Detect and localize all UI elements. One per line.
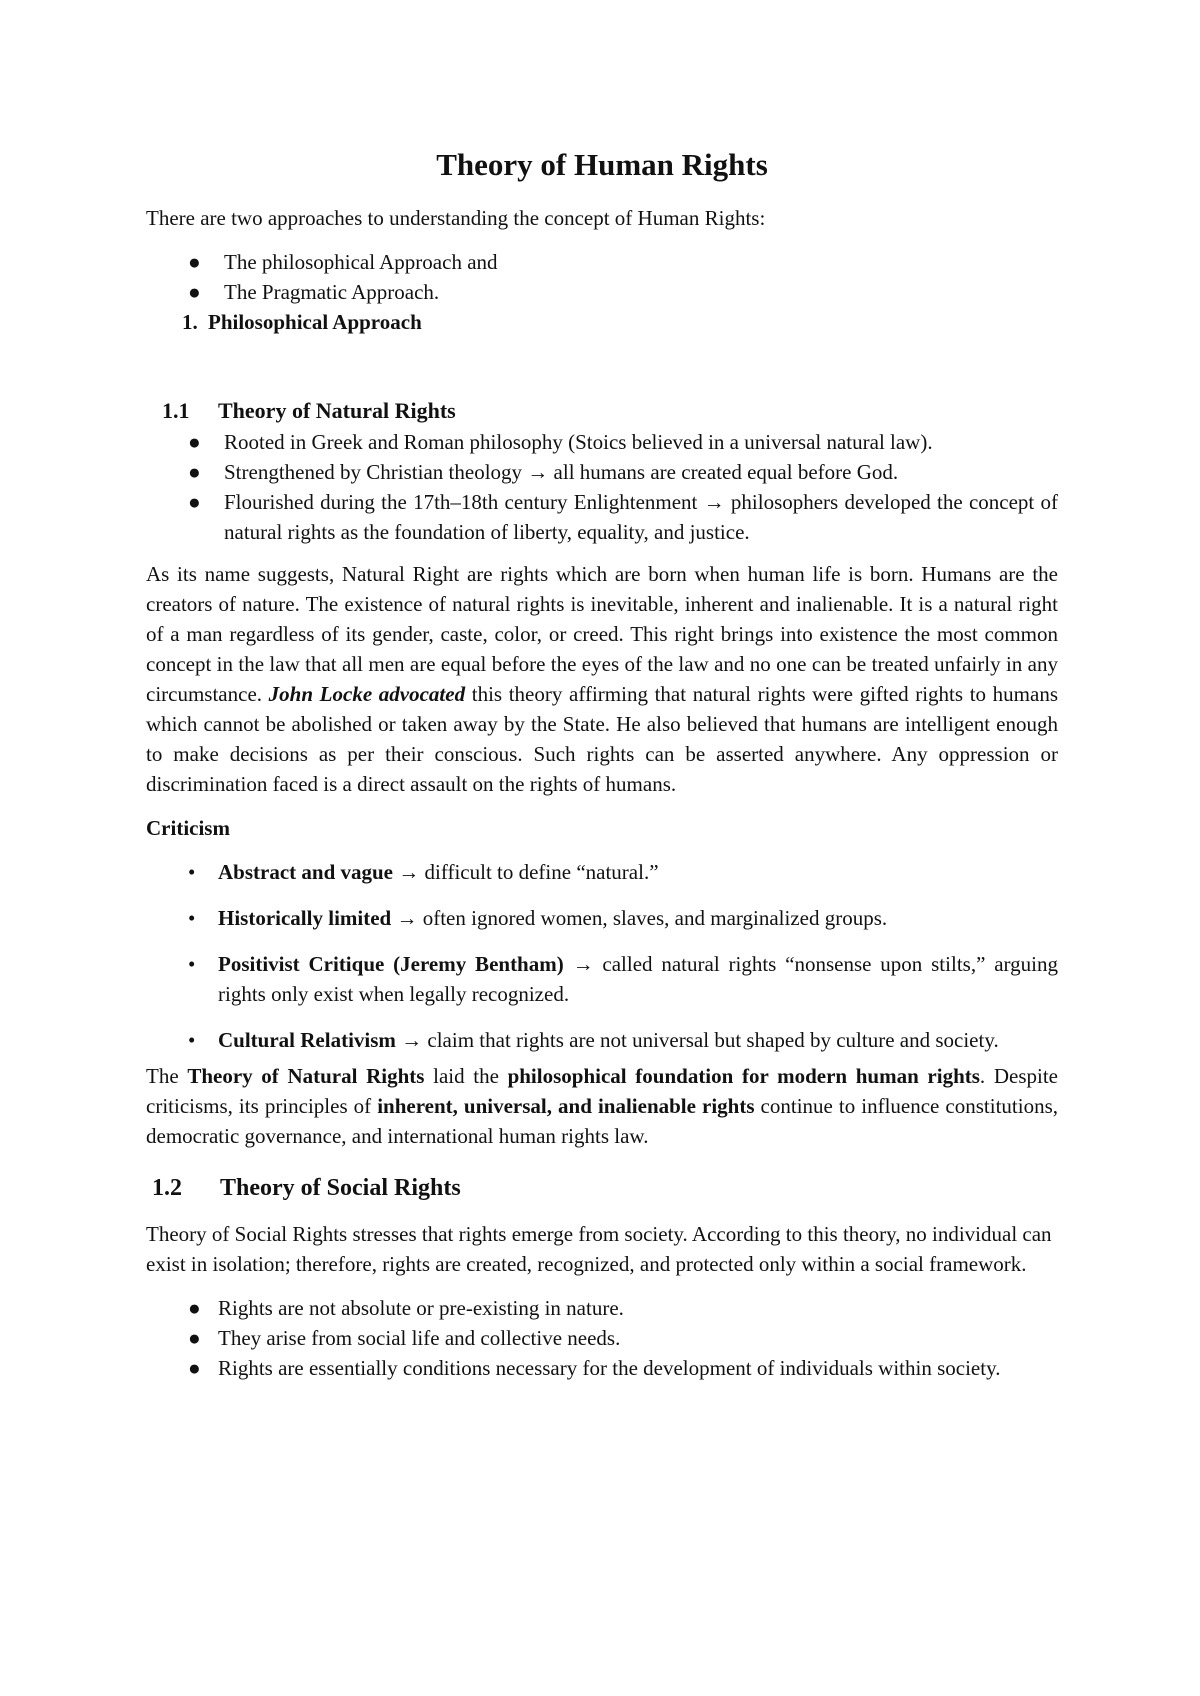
bullet-icon: ● [188, 1296, 201, 1320]
paragraph-text: The [146, 1064, 188, 1088]
list-item-text: The Pragmatic Approach. [224, 280, 440, 304]
section-number: 1.2 [152, 1175, 182, 1201]
john-locke-emphasis: John Locke advocated [268, 682, 466, 706]
criticism-label: Historically limited [218, 906, 392, 930]
list-item-text: Rooted in Greek and Roman philosophy (Stoics believed in a universal natural law). [224, 430, 933, 454]
bullet-icon: ● [188, 430, 201, 454]
bullet-icon: ● [188, 280, 201, 304]
section-title: Philosophical Approach [208, 310, 422, 334]
paragraph-text: As its name suggests, Natural Right are rights which are born when human life is born. Humans are the creators of nature. The existence of natural rights is inevitable, inherent and inalienable. It is a natural right of a man regardless of its gender, caste, color, or creed. This right brings into existence the most common concept in the law that all men are equal before the eyes of the law and no one can be treated unfairly in any circumstance. [146, 562, 1058, 706]
criticism-text: → claim that rights are not universal but shaped by culture and society. [395, 1028, 999, 1052]
social-rights-list [146, 1293, 1058, 1383]
list-item [146, 1353, 1058, 1383]
list-item-text: Rights are essentially conditions necessary for the development of individuals within society. [218, 1356, 1001, 1380]
bullet-icon: ● [188, 1326, 201, 1350]
emphasis-text: philosophical foundation for modern human rights [507, 1064, 980, 1088]
list-item [146, 1025, 1058, 1055]
list-item [146, 903, 1058, 933]
bullet-icon: • [188, 860, 196, 884]
social-rights-paragraph: Theory of Social Rights stresses that rights emerge from society. According to this theory, no individual can exist in isolation; therefore, rights are created, recognized, and protected only within a social framework. [146, 1222, 1052, 1276]
bullet-icon: ● [188, 250, 201, 274]
bullet-icon: ● [188, 1356, 201, 1380]
section-title: Theory of Social Rights [220, 1175, 461, 1201]
natural-rights-paragraph [146, 559, 1058, 799]
emphasis-text: Theory of Natural Rights [187, 1064, 425, 1088]
criticism-label: Abstract and vague [218, 860, 394, 884]
list-item [146, 1323, 1058, 1353]
bullet-icon: • [188, 1028, 196, 1052]
list-item-text: Rights are not absolute or pre-existing in nature. [218, 1296, 624, 1320]
list-item-text: Strengthened by Christian theology → all humans are created equal before God. [224, 460, 899, 484]
list-item [146, 487, 1058, 547]
list-item [146, 1293, 1058, 1323]
criticism-text: → difficult to define “natural.” [393, 860, 659, 884]
list-item [146, 247, 1058, 277]
bullet-icon: • [188, 952, 196, 976]
bullet-icon: ● [188, 460, 201, 484]
list-item [146, 427, 1058, 457]
paragraph-text: laid the [424, 1064, 508, 1088]
criticism-text: → called natural rights “nonsense upon stilts,” arguing rights only exist when legally recognized. [218, 952, 1058, 1006]
section-1-1-heading [146, 395, 1058, 427]
list-item-text: The philosophical Approach and [224, 250, 498, 274]
section-number: 1. [182, 310, 198, 334]
criticism-list [146, 857, 1058, 1055]
list-item-text: They arise from social life and collective needs. [218, 1326, 621, 1350]
criticism-label: Cultural Relativism [218, 1028, 396, 1052]
page-title: Theory of Human Rights [436, 147, 768, 182]
criticism-text: → often ignored women, slaves, and marginalized groups. [391, 906, 888, 930]
bullet-icon: • [188, 906, 196, 930]
criticism-heading: Criticism [146, 816, 230, 840]
list-item [146, 457, 1058, 487]
emphasis-text: inherent, universal, and inalienable rights [377, 1094, 755, 1118]
paragraph-text: this theory affirming that natural rights were gifted rights to humans which cannot be abolished or taken away by the State. He also believed that humans are intelligent enough to make decisions as per their conscious. Such rights can be asserted anywhere. Any oppression or discrimination faced is a direct assault on the rights of humans. [146, 682, 1058, 796]
criticism-label: Positivist Critique (Jeremy Bentham) [218, 952, 564, 976]
section-title: Theory of Natural Rights [218, 398, 456, 423]
bullet-icon: ● [188, 490, 201, 514]
section-number: 1.1 [162, 398, 190, 423]
section-1-2-heading [146, 1171, 1058, 1205]
list-item [146, 857, 1058, 887]
list-item-text: Flourished during the 17th–18th century Enlightenment → philosophers developed the concept of natural rights as the foundation of liberty, equality, and justice. [224, 490, 1058, 544]
list-item [146, 949, 1058, 1009]
paragraph-text: . Despite criticisms, its principles of [146, 1064, 1058, 1118]
approaches-list [146, 247, 1058, 307]
natural-rights-list [146, 427, 1058, 547]
document-content [146, 145, 1058, 1383]
list-item [146, 277, 1058, 307]
section-1-heading [146, 307, 1058, 337]
intro-paragraph: There are two approaches to understanding the concept of Human Rights: [146, 206, 766, 230]
paragraph-text: continue to influence constitutions, democratic governance, and international human rights law. [146, 1094, 1058, 1148]
conclusion-paragraph [146, 1061, 1058, 1151]
